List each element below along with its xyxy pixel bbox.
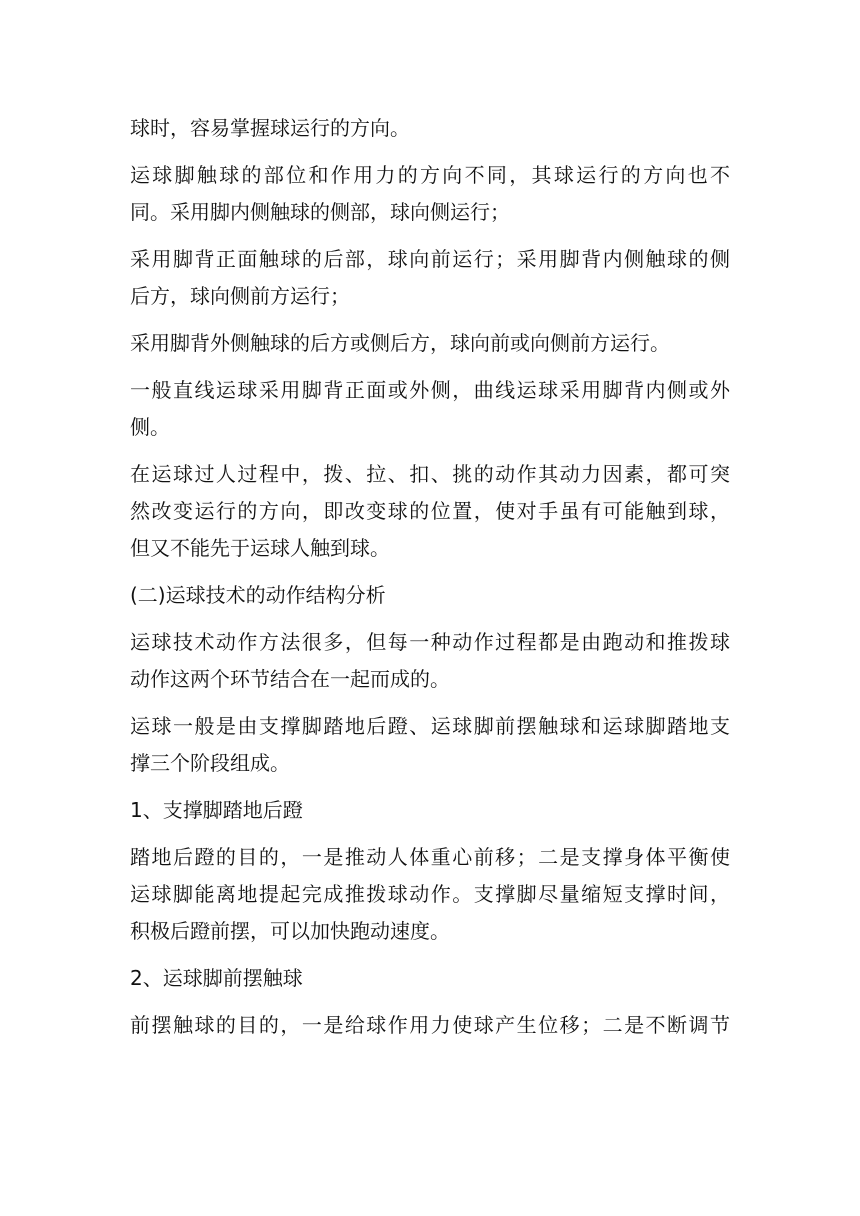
text-line: 踏地后蹬的目的，一是推动人体重心前移；二是支撑身体平衡使	[130, 845, 730, 869]
text-line: 前摆触球的目的，一是给球作用力使球产生位移；二是不断调节	[130, 1013, 730, 1037]
document-body	[130, 110, 730, 1044]
text-line: 但又不能先于运球人触到球。	[130, 536, 390, 560]
text-line: 1、支撑脚踏地后蹬	[130, 798, 303, 822]
text-line: 球时，容易掌握球运行的方向。	[130, 116, 410, 140]
text-line: 采用脚背正面触球的后部，球向前运行；采用脚背内侧触球的侧	[130, 247, 730, 271]
text-line: 在运球过人过程中，拨、拉、扣、挑的动作其动力因素，都可突	[130, 462, 730, 486]
text-line: 然改变运行的方向，即改变球的位置，使对手虽有可能触到球，	[130, 499, 730, 523]
text-line: 采用脚背外侧触球的后方或侧后方，球向前或向侧前方运行。	[130, 331, 670, 355]
text-line: 同。采用脚内侧触球的侧部，球向侧运行；	[130, 200, 510, 224]
text-line: 运球脚触球的部位和作用力的方向不同，其球运行的方向也不	[130, 163, 730, 187]
text-line: 后方，球向侧前方运行；	[130, 284, 350, 308]
text-line: 运球脚能离地提起完成推拨球动作。支撑脚尽量缩短支撑时间，	[130, 882, 730, 906]
text-line: 侧。	[130, 415, 170, 439]
text-line: 2、运球脚前摆触球	[130, 966, 303, 990]
text-line: 一般直线运球采用脚背正面或外侧，曲线运球采用脚背内侧或外	[130, 378, 730, 402]
text-line: 撑三个阶段组成。	[130, 751, 290, 775]
text-line: 运球技术动作方法很多，但每一种动作过程都是由跑动和推拨球	[130, 630, 730, 654]
text-line: 积极后蹬前摆，可以加快跑动速度。	[130, 919, 450, 943]
text-line: 动作这两个环节结合在一起而成的。	[130, 667, 450, 691]
text-line: (二)运球技术的动作结构分析	[130, 583, 386, 607]
text-line: 运球一般是由支撑脚踏地后蹬、运球脚前摆触球和运球脚踏地支	[130, 714, 730, 738]
